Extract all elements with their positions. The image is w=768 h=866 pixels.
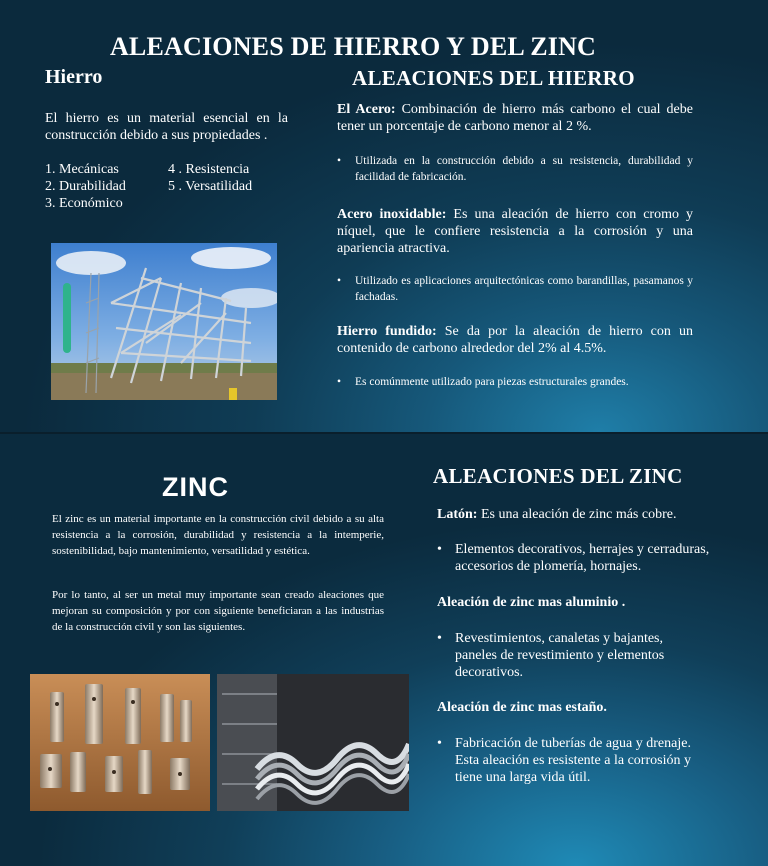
properties-list-1 <box>45 161 126 212</box>
iron-intro: El hierro es un material esencial en la construcción debido a sus propiedades . <box>45 111 288 143</box>
list-item: • Fabricación de tuberías de agua y drenaje. Esta aleación es resistente a la corrosión y tiene una larga vida útil. <box>437 735 707 786</box>
zinc-para-1: El zinc es un material importante en la construcción civil debido a su alta resistencia a la corrosión, durabilidad y resistencia a la intemperie, sostenibilidad, bajo mantenimiento, versatilidad y estética. <box>52 513 384 557</box>
list-item: • Utilizada en la construcción debido a su resistencia, durabilidad y facilidad de fabricación. <box>337 153 693 185</box>
zinc-alloys-heading: ALEACIONES DEL ZINC <box>433 464 683 488</box>
slide-iron <box>0 0 768 432</box>
list-item: 1. Mecánicas <box>45 162 119 177</box>
estano-bullets <box>437 735 707 786</box>
acero-text: Combinación de hierro más carbono el cual debe tener un porcentaje de carbono menor al 2 %. <box>337 102 693 134</box>
fundido-bullets <box>337 374 693 390</box>
list-item: 5 . Versatilidad <box>168 179 253 194</box>
zinc-aluminio-heading: Aleación de zinc mas aluminio . <box>437 595 626 610</box>
inox-definition <box>337 206 693 257</box>
slide-zinc <box>0 434 768 866</box>
laton-definition <box>437 506 727 523</box>
laton-bullets <box>437 541 727 575</box>
list-item: • Es comúnmente utilizado para piezas estructurales grandes. <box>337 374 693 390</box>
page-title: ALEACIONES DE HIERRO Y DEL ZINC <box>109 32 597 61</box>
iron-heading: Hierro <box>45 66 103 88</box>
acero-label: El Acero: <box>337 102 396 117</box>
laton-label: Latón: <box>437 507 478 522</box>
zinc-heading: ZINC <box>162 472 229 502</box>
list-item: 2. Durabilidad <box>45 179 126 194</box>
fundido-definition <box>337 323 693 357</box>
acero-bullets <box>337 153 693 185</box>
inox-text: Es una aleación de hierro con cromo y níquel, que le confiere resistencia a la corrosión y una apariencia atractiva. <box>337 207 693 256</box>
fundido-label: Hierro fundido: <box>337 324 437 339</box>
list-item: • Revestimientos, canaletas y bajantes, paneles de revestimiento y elementos decorativos. <box>437 630 697 681</box>
list-item: 4 . Resistencia <box>168 162 250 177</box>
inox-label: Acero inoxidable: <box>337 207 447 222</box>
list-item: 3. Económico <box>45 196 123 211</box>
inox-bullets <box>337 273 693 305</box>
list-item: • Utilizado es aplicaciones arquitectónicas como barandillas, pasamanos y fachadas. <box>337 273 693 305</box>
steel-structure-photo <box>51 243 277 400</box>
hinges-photo <box>30 674 210 811</box>
fundido-text: Se da por la aleación de hierro con un contenido de carbono alrededor del 2% al 4.5%. <box>337 324 693 356</box>
properties-list-2 <box>168 161 252 195</box>
list-item: • Elementos decorativos, herrajes y cerraduras, accesorios de plomería, hornajes. <box>437 541 727 575</box>
acero-definition <box>337 101 693 135</box>
aluminio-bullets <box>437 630 697 681</box>
iron-alloys-heading: ALEACIONES DEL HIERRO <box>352 66 635 90</box>
corrugated-sheet-photo <box>217 674 409 811</box>
zinc-para-2: Por lo tanto, al ser un metal muy importante sean creado aleaciones que mejoran su composición y por con siguiente beneficiaran a las industrias de la construcción civil y son las siguientes. <box>52 589 384 633</box>
zinc-estano-heading: Aleación de zinc mas estaño. <box>437 700 607 715</box>
laton-text: Es una aleación de zinc más cobre. <box>477 507 677 522</box>
